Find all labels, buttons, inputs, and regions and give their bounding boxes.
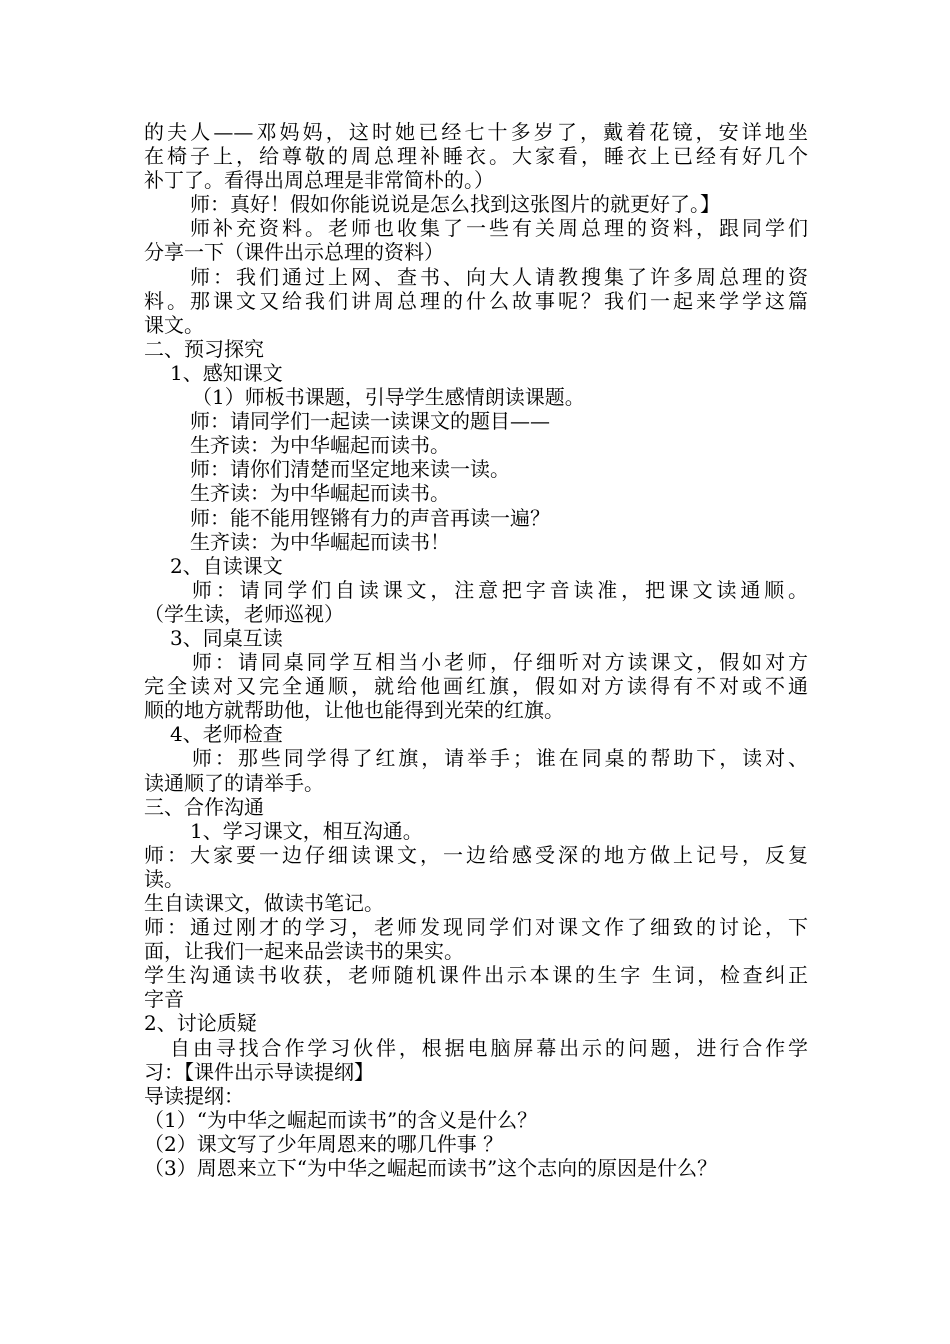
text-line: 字音 [144, 987, 184, 1012]
text-line: （1）师板书课题，引导学生感情朗读课题。 [192, 385, 585, 410]
text-line: 面，让我们一起来品尝读书的果实。 [144, 939, 464, 964]
text-line: 师：请同桌同学互相当小老师，仔细听对方读课文，假如对方 [192, 650, 808, 675]
text-line: （学生读，老师巡视） [144, 601, 344, 626]
text-line: 料。那课文又给我们讲周总理的什么故事呢？我们一起来学学这篇 [144, 288, 808, 313]
text-line: 分享一下（课件出示总理的资料） [144, 240, 444, 265]
subsection-heading: 3、同桌互读 [170, 625, 283, 650]
subsection-heading: 2、自读课文 [170, 553, 283, 578]
list-item: （1）“为中华之崛起而读书”的含义是什么？ [144, 1107, 538, 1132]
text-line: 读。 [144, 866, 184, 891]
text-line: 师：通过刚才的学习，老师发现同学们对课文作了细致的讨论，下 [144, 915, 808, 940]
document-page [144, 120, 808, 1180]
text-line: 完全读对又完全通顺，就给他画红旗，假如对方读得有不对或不通 [144, 674, 808, 699]
text-line: 导读提纲： [144, 1083, 244, 1108]
text-line: 师：请同学们一起读一读课文的题目—— [190, 409, 550, 434]
text-line: 师：那些同学得了红旗，请举手；谁在同桌的帮助下，读对、 [192, 746, 808, 771]
text-line: 补丁了。看得出周总理是非常简朴的。） [144, 168, 494, 193]
subsection-heading: 4、老师检查 [170, 722, 283, 747]
subsection-heading: 1、感知课文 [170, 360, 283, 385]
text-line: 生自读课文，做读书笔记。 [144, 891, 384, 915]
subsection-heading: 1、学习课文，相互沟通。 [190, 818, 423, 843]
text-line: 生齐读：为中华崛起而读书。 [190, 481, 450, 506]
text-line: 顺的地方就帮助他，让他也能得到光荣的红旗。 [144, 698, 564, 723]
text-line: 师：能不能用铿锵有力的声音再读一遍？ [190, 505, 550, 530]
list-item: （2）课文写了少年周恩来的哪几件事 ？ [144, 1131, 504, 1156]
text-line: 在椅子上，给尊敬的周总理补睡衣。大家看，睡衣上已经有好几个 [144, 144, 808, 169]
text-line: 生齐读：为中华崛起而读书。 [190, 433, 450, 458]
text-line: 读通顺了的请举手。 [144, 770, 324, 795]
text-line: 的夫人——邓妈妈，这时她已经七十多岁了，戴着花镜，安详地坐 [144, 120, 808, 144]
text-line: 师：请你们清楚而坚定地来读一读。 [190, 457, 510, 482]
text-line: 学生沟通读书收获，老师随机课件出示本课的生字 生词，检查纠正 [144, 963, 808, 988]
text-line: 生齐读：为中华崛起而读书！ [190, 529, 450, 554]
text-line: 师：我们通过上网、查书、向大人请教搜集了许多周总理的资 [190, 264, 808, 289]
list-item: （3）周恩来立下“为中华之崛起而读书”这个志向的原因是什么？ [144, 1156, 718, 1181]
text-line: 师：大家要一边仔细读课文，一边给感受深的地方做上记号，反复 [144, 842, 808, 867]
text-line: 师补充资料。老师也收集了一些有关周总理的资料，跟同学们 [190, 216, 808, 241]
text-line: 课文。 [144, 312, 204, 337]
text-line: 自由寻找合作学习伙伴，根据电脑屏幕出示的问题，进行合作学 [170, 1035, 808, 1060]
text-line: 师：真好！假如你能说说是怎么找到这张图片的就更好了。】 [190, 192, 720, 217]
section-heading: 三、合作沟通 [144, 794, 264, 819]
text-line: 习：【课件出示导读提纲】 [144, 1059, 374, 1084]
subsection-heading: 2、讨论质疑 [144, 1011, 257, 1036]
text-line: 师：请同学们自读课文，注意把字音读准，把课文读通顺。 [192, 577, 808, 602]
section-heading: 二、预习探究 [144, 336, 264, 361]
